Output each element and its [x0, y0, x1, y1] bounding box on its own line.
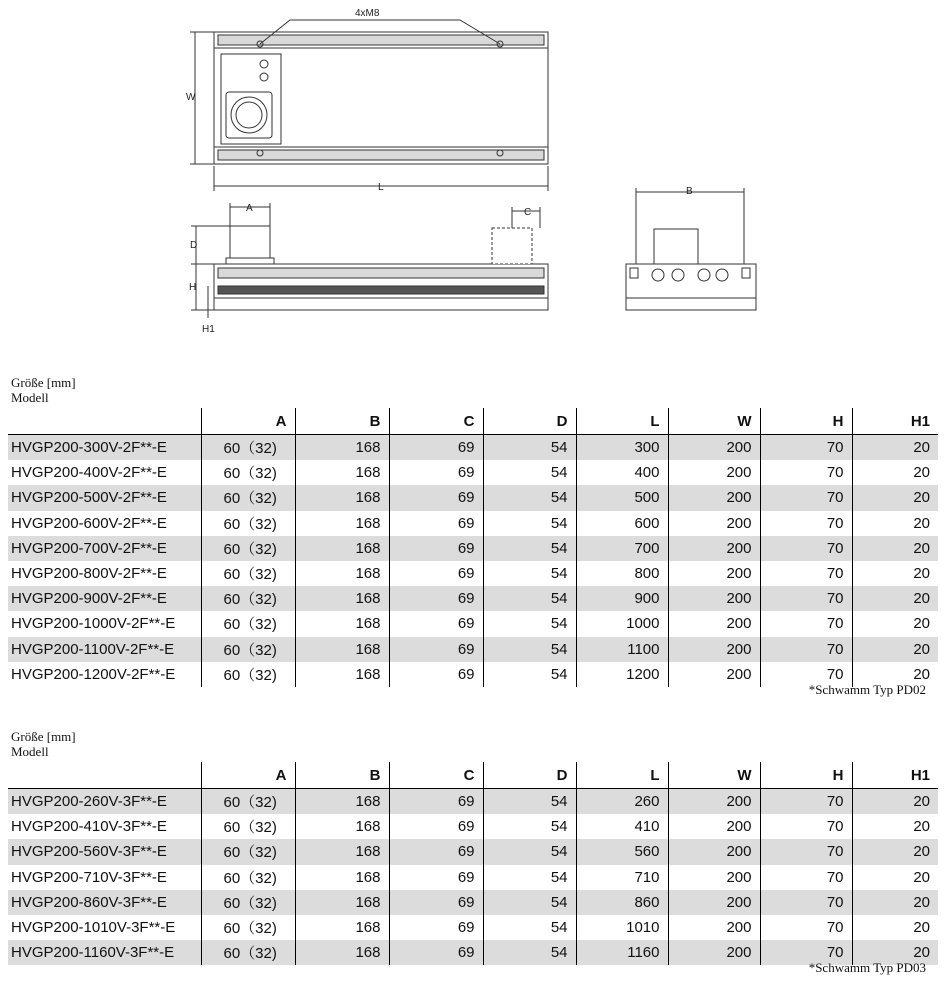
value-cell: 60（32) — [201, 561, 295, 586]
value-cell: 60（32) — [201, 662, 295, 687]
value-cell: 54 — [483, 485, 576, 510]
label-h: H — [189, 282, 197, 293]
header-d: D — [483, 408, 576, 435]
value-cell: 60（32) — [201, 511, 295, 536]
value-cell: 168 — [295, 915, 389, 940]
value-cell: 60（32) — [201, 586, 295, 611]
model-cell: HVGP200-400V-2F**-E — [11, 464, 167, 482]
model-cell: HVGP200-1200V-2F**-E — [11, 665, 176, 683]
value-cell: 300 — [576, 435, 668, 461]
table-row — [8, 485, 938, 510]
header-c: C — [389, 408, 483, 435]
value-cell: 168 — [295, 611, 389, 636]
value-cell: 1200 — [576, 662, 668, 687]
label-w: W — [186, 92, 196, 103]
table-row — [8, 662, 938, 687]
value-cell: 70 — [760, 637, 852, 662]
technical-drawing — [0, 0, 945, 340]
value-cell: 69 — [389, 611, 483, 636]
value-cell: 260 — [576, 789, 668, 815]
label-holes: 4xM8 — [355, 8, 380, 19]
table-row — [8, 637, 938, 662]
value-cell: 20 — [852, 662, 938, 687]
value-cell: 200 — [668, 561, 760, 586]
value-cell: 168 — [295, 485, 389, 510]
value-cell: 200 — [668, 637, 760, 662]
value-cell: 200 — [668, 839, 760, 864]
header-model — [8, 408, 201, 435]
header-h: H — [760, 408, 852, 435]
table-row — [8, 839, 938, 864]
value-cell: 20 — [852, 839, 938, 864]
table-row — [8, 814, 938, 839]
value-cell: 710 — [576, 865, 668, 890]
table-row — [8, 890, 938, 915]
value-cell: 1000 — [576, 611, 668, 636]
sponge-note: *Schwamm Typ PD02 — [808, 682, 926, 697]
table-row — [8, 586, 938, 611]
value-cell: 70 — [760, 611, 852, 636]
label-l: L — [378, 182, 384, 193]
value-cell: 60（32) — [201, 637, 295, 662]
value-cell: 168 — [295, 511, 389, 536]
value-cell: 69 — [389, 789, 483, 815]
table-header-row — [8, 762, 938, 789]
label-d: D — [190, 240, 198, 251]
value-cell: 168 — [295, 586, 389, 611]
value-cell: 20 — [852, 814, 938, 839]
value-cell: 70 — [760, 511, 852, 536]
value-cell: 1010 — [576, 915, 668, 940]
end-view-body — [626, 264, 756, 310]
value-cell: 168 — [295, 789, 389, 815]
value-cell: 1160 — [576, 940, 668, 965]
value-cell: 168 — [295, 460, 389, 485]
value-cell: 410 — [576, 814, 668, 839]
value-cell: 200 — [668, 435, 760, 461]
header-c: C — [389, 762, 483, 789]
dimension-table-2f — [8, 375, 938, 697]
value-cell: 69 — [389, 637, 483, 662]
value-cell: 200 — [668, 511, 760, 536]
model-cell: HVGP200-710V-3F**-E — [11, 868, 167, 886]
value-cell: 69 — [389, 536, 483, 561]
model-cell: HVGP200-260V-3F**-E — [8, 789, 201, 815]
value-cell: 70 — [760, 814, 852, 839]
value-cell: 69 — [389, 511, 483, 536]
model-label: Modell — [11, 744, 49, 759]
value-cell: 20 — [852, 890, 938, 915]
value-cell: 54 — [483, 915, 576, 940]
size-label: Größe [mm] — [11, 375, 76, 390]
value-cell: 54 — [483, 586, 576, 611]
table-row — [8, 561, 938, 586]
value-cell: 200 — [668, 890, 760, 915]
value-cell: 54 — [483, 511, 576, 536]
header-l: L — [576, 408, 668, 435]
value-cell: 200 — [668, 662, 760, 687]
value-cell: 20 — [852, 637, 938, 662]
header-b: B — [295, 408, 389, 435]
value-cell: 60（32) — [201, 789, 295, 815]
value-cell: 200 — [668, 915, 760, 940]
value-cell: 400 — [576, 460, 668, 485]
header-w: W — [668, 762, 760, 789]
table-row — [8, 511, 938, 536]
label-c: C — [524, 207, 532, 218]
value-cell: 70 — [760, 536, 852, 561]
header-model — [8, 762, 201, 789]
table-3f — [8, 762, 938, 965]
value-cell: 54 — [483, 536, 576, 561]
model-cell: HVGP200-600V-2F**-E — [11, 514, 167, 532]
table-row — [8, 611, 938, 636]
value-cell: 54 — [483, 611, 576, 636]
value-cell: 168 — [295, 865, 389, 890]
table-2f — [8, 408, 938, 687]
value-cell: 168 — [295, 940, 389, 965]
value-cell: 20 — [852, 789, 938, 815]
value-cell: 70 — [760, 485, 852, 510]
value-cell: 69 — [389, 940, 483, 965]
sponge-note: *Schwamm Typ PD03 — [808, 960, 926, 975]
value-cell: 54 — [483, 839, 576, 864]
value-cell: 200 — [668, 536, 760, 561]
label-h1: H1 — [202, 324, 215, 335]
header-d: D — [483, 762, 576, 789]
value-cell: 70 — [760, 460, 852, 485]
table-row — [8, 789, 938, 815]
value-cell: 600 — [576, 511, 668, 536]
value-cell: 60（32) — [201, 460, 295, 485]
value-cell: 200 — [668, 814, 760, 839]
table-row — [8, 536, 938, 561]
value-cell: 54 — [483, 561, 576, 586]
model-cell: HVGP200-1010V-3F**-E — [11, 919, 176, 937]
value-cell: 69 — [389, 460, 483, 485]
value-cell: 200 — [668, 865, 760, 890]
value-cell: 69 — [389, 435, 483, 461]
value-cell: 69 — [389, 814, 483, 839]
table-row — [8, 940, 938, 965]
model-cell: HVGP200-1100V-2F**-E — [8, 637, 201, 662]
value-cell: 168 — [295, 839, 389, 864]
value-cell: 70 — [760, 839, 852, 864]
value-cell: 69 — [389, 890, 483, 915]
label-a: A — [246, 203, 253, 214]
value-cell: 60（32) — [201, 485, 295, 510]
value-cell: 200 — [668, 611, 760, 636]
value-cell: 70 — [760, 789, 852, 815]
value-cell: 200 — [668, 586, 760, 611]
value-cell: 70 — [760, 435, 852, 461]
value-cell: 560 — [576, 839, 668, 864]
dimension-table-3f — [8, 729, 938, 975]
value-cell: 54 — [483, 865, 576, 890]
model-cell: HVGP200-410V-3F**-E — [11, 818, 167, 836]
header-h1: H1 — [852, 408, 938, 435]
value-cell: 60（32) — [201, 611, 295, 636]
value-cell: 60（32) — [201, 890, 295, 915]
table-header-row — [8, 408, 938, 435]
table-row — [8, 435, 938, 461]
value-cell: 1100 — [576, 637, 668, 662]
value-cell: 54 — [483, 460, 576, 485]
table-row — [8, 865, 938, 890]
value-cell: 69 — [389, 865, 483, 890]
value-cell: 500 — [576, 485, 668, 510]
model-cell: HVGP200-300V-2F**-E — [8, 435, 201, 461]
value-cell: 168 — [295, 814, 389, 839]
value-cell: 20 — [852, 511, 938, 536]
value-cell: 54 — [483, 637, 576, 662]
header-h: H — [760, 762, 852, 789]
value-cell: 200 — [668, 789, 760, 815]
value-cell: 20 — [852, 586, 938, 611]
value-cell: 168 — [295, 435, 389, 461]
value-cell: 60（32) — [201, 814, 295, 839]
value-cell: 70 — [760, 915, 852, 940]
value-cell: 168 — [295, 662, 389, 687]
value-cell: 54 — [483, 890, 576, 915]
model-cell: HVGP200-500V-2F**-E — [8, 485, 201, 510]
header-w: W — [668, 408, 760, 435]
size-label: Größe [mm] — [11, 729, 76, 744]
value-cell: 60（32) — [201, 865, 295, 890]
table-row — [8, 460, 938, 485]
value-cell: 168 — [295, 637, 389, 662]
model-cell: HVGP200-1000V-2F**-E — [11, 615, 176, 633]
header-a: A — [201, 762, 295, 789]
value-cell: 20 — [852, 485, 938, 510]
model-cell: HVGP200-700V-2F**-E — [8, 536, 201, 561]
value-cell: 60（32) — [201, 940, 295, 965]
value-cell: 70 — [760, 662, 852, 687]
value-cell: 20 — [852, 435, 938, 461]
value-cell: 54 — [483, 662, 576, 687]
model-cell: HVGP200-800V-2F**-E — [11, 565, 167, 583]
value-cell: 860 — [576, 890, 668, 915]
value-cell: 69 — [389, 662, 483, 687]
value-cell: 54 — [483, 814, 576, 839]
value-cell: 60（32) — [201, 435, 295, 461]
value-cell: 900 — [576, 586, 668, 611]
header-a: A — [201, 408, 295, 435]
value-cell: 168 — [295, 536, 389, 561]
value-cell: 60（32) — [201, 536, 295, 561]
value-cell: 20 — [852, 611, 938, 636]
value-cell: 168 — [295, 561, 389, 586]
table-row — [8, 915, 938, 940]
value-cell: 69 — [389, 839, 483, 864]
model-cell: HVGP200-560V-3F**-E — [8, 839, 201, 864]
value-cell: 70 — [760, 865, 852, 890]
value-cell: 54 — [483, 940, 576, 965]
model-cell: HVGP200-900V-2F**-E — [8, 586, 201, 611]
label-b: B — [686, 186, 693, 197]
value-cell: 69 — [389, 915, 483, 940]
value-cell: 800 — [576, 561, 668, 586]
value-cell: 20 — [852, 940, 938, 965]
value-cell: 69 — [389, 586, 483, 611]
value-cell: 70 — [760, 561, 852, 586]
model-cell: HVGP200-1160V-3F**-E — [8, 940, 201, 965]
value-cell: 69 — [389, 485, 483, 510]
value-cell: 700 — [576, 536, 668, 561]
header-h1: H1 — [852, 762, 938, 789]
value-cell: 20 — [852, 561, 938, 586]
value-cell: 70 — [760, 940, 852, 965]
value-cell: 70 — [760, 586, 852, 611]
value-cell: 20 — [852, 915, 938, 940]
value-cell: 20 — [852, 865, 938, 890]
value-cell: 200 — [668, 460, 760, 485]
value-cell: 200 — [668, 940, 760, 965]
model-cell: HVGP200-860V-3F**-E — [8, 890, 201, 915]
value-cell: 168 — [295, 890, 389, 915]
value-cell: 60（32) — [201, 839, 295, 864]
header-l: L — [576, 762, 668, 789]
value-cell: 54 — [483, 789, 576, 815]
value-cell: 54 — [483, 435, 576, 461]
value-cell: 70 — [760, 890, 852, 915]
value-cell: 60（32) — [201, 915, 295, 940]
value-cell: 69 — [389, 561, 483, 586]
value-cell: 20 — [852, 460, 938, 485]
header-b: B — [295, 762, 389, 789]
value-cell: 20 — [852, 536, 938, 561]
value-cell: 200 — [668, 485, 760, 510]
model-label: Modell — [11, 390, 49, 405]
